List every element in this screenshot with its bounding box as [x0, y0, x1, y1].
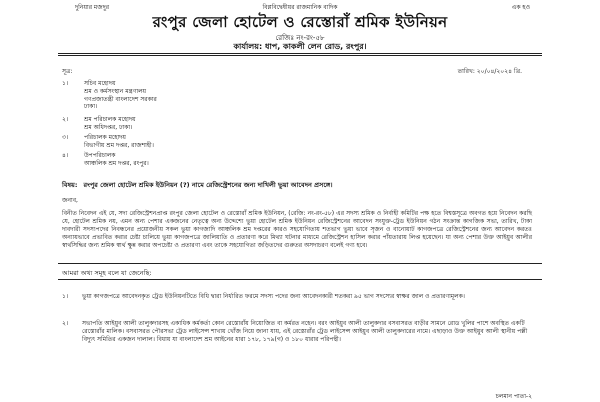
recipient-number: ৩। — [62, 134, 69, 141]
office-address: কার্যালয়: ধাপ, কাকলী লেন রোড, রংপুর। — [233, 42, 367, 51]
finding-text: সভাপতি আইয়ুব আলী তালুকদারসহ একাধিক কর্মকর্তা কোন রেস্তোরাঁয় নিয়োজিত বা কর্মরত নহেন। বরং আইয়ুব আলী তালুকদার বসবাসরত বাড়ীর সামনে রোড খুলির পাশে অবস্থিত একটি রেস্তোরাঁর মালিক। বসবাসরত পৌরসভা ট্রেড লাইসেন্স শাখায় খোঁজ নিয়ে জানা যায়, এই রেস্তোরাঁর ট্রেড লাইসেন্স আইয়ুব আলী তালুকদারের নামে। এছাড়াও উক্ত আইয়ুব আলী স্থানীয় পল্লী বিদ্যুৎ সমিতির একজন দালাল। বিধায় যা বাংলাদেশ শ্রম আইনের ধারা ১৭৮, ১৭৯(গ) ও ১৮০ ধারার পরিপন্থী। — [82, 320, 528, 344]
recipient-line: শ্রম পরিচালক মহোদয় — [84, 116, 136, 123]
finding-number: ২। — [62, 320, 69, 327]
recipient-line: উপপরিচালক — [84, 152, 116, 159]
recipient-line: পরিচালক মহোদয় — [84, 134, 126, 141]
finding-text: ভুয়া কাগজপত্রে আবেদনকৃত ট্রেড ইউনিয়নটিতে বিধি দ্বারা নির্ধারিত ফরমে সদস্য পদের জন্য আবেদনকারী শতকরা ৯৫ ভাগ সদস্যের স্বাক্ষর জাল ও প্রতারণামূলক। — [82, 293, 465, 300]
header-divider — [58, 53, 542, 54]
letter-date: তারিখ: ২০/০৪/২০২৪ খ্রি. — [457, 68, 522, 75]
recipient-number: ১। — [62, 80, 69, 87]
continued-page-note: চলমান পাতা-২ — [495, 393, 532, 400]
finding-item-2 — [62, 320, 532, 386]
recipient-number: ২। — [62, 116, 69, 123]
recipient-line: সচিব মহোদয় — [84, 80, 116, 87]
recipient-line: আঞ্চলিক শ্রম দপ্তর, রংপুর। — [84, 159, 149, 167]
subject-text: রংপুর জেলা হোটেল শ্রমিক ইউনিয়ন (?) নামে রেজিস্ট্রেশনের জন্য দাখিলী ভুয়া আবেদন প্রসঙ্গে। — [83, 181, 333, 189]
recipient-number: ৪। — [62, 152, 69, 159]
finding-number: ১। — [62, 293, 69, 300]
recipient-line: শ্রম ও কর্মসংস্থান মন্ত্রণালয় — [84, 87, 147, 95]
section-divider-bottom — [58, 279, 542, 280]
header-slogan-left: দুনিয়ার মজদুর — [75, 4, 110, 11]
finding-item-1 — [62, 293, 532, 313]
section-title: আমরা অথ্য সমূহ বলে যা জেনেছি: — [62, 269, 152, 277]
section-divider — [58, 263, 542, 264]
salutation: জনাব, — [62, 197, 78, 204]
body-paragraph: বিনীত নিবেদন এই যে, সদ্য রেজিস্ট্রেশনপ্রাপ্ত রংপুর জেলা হোটেল ও রেস্তোরাঁ শ্রমিক ইউনিয়ন, (রেজি: নং-রং-৫৮) এর সদস্য শ্রমিক ও নির্বাহী কমিটির পক্ষ হতে বিশ্বস্তসূত্রে অবগত হয়ে নিবেদন করছি যে, হোটেল শ্রমিক নয়, এমন অন্য পেশার একজনের নেতৃত্বে অন্য উদ্দেশ্যে ভুয়া হোটেল শ্রমিক ইউনিয়ন রেজিস্ট্রেশনের আবেদন সংযুক্ত-ট্রেড ইউনিয়ন গঠন সংক্রান্ত কাগজিক সভা, তারিখ, টাকা দাবদারী সদস্যপদের নিবন্ধনের প্রয়োজনীয় সকল ভুয়া কাগজাদি আঞ্চলিক শ্রম দপ্তরের কারও সহযোগিতায় শতভাগ ভুয়া ভাবে সৃজন ও বানোয়াট কাগজপত্রে রেজিস্ট্রেশনের জন্য আবেদন করতঃ অন্যায়ভাবে প্রভাবিত করার চেষ্টা চালিয়ে ভুয়া কাগজপত্রে জালিয়াতি ও প্রতারণা করে মিথ্যা ঘটনার মাধ্যমে রেজিস্ট্রেশন হাসিল করার পাঁয়তারায় লিপ্ত হয়েছেন। যা অন্য পেশার উক্ত আইয়ুব আলীর স্বার্থসিদ্ধির জন্য শ্রমিক স্বার্থ ক্ষুন্ন করার অপচেষ্টা ও প্রতারণা এবং তাকে সহযোগিতা জড়িতদের গুরুতর অসদাচরণ বলেই গণ্য হবে। — [62, 210, 532, 250]
header-slogan-right: এক হও — [511, 4, 530, 11]
subject-label: বিষয়: — [62, 181, 78, 189]
recipient-line: বিভাগীয় শ্রম দপ্তর, রাজশাহী। — [84, 141, 154, 149]
header-divider-thin — [58, 55, 542, 56]
recipient-line: শ্রম অধিদপ্তর, ঢাকা। — [84, 123, 133, 131]
registration-number: রেজিঃ নং-রং-৫৮ — [275, 34, 325, 42]
header-slogan-center: বিপ্লবিদ্বেষীয়র রাজমানিক বাদিক — [262, 4, 338, 11]
recipient-line: গণপ্রজাতন্ত্রী বাংলাদেশ সরকার — [84, 95, 157, 103]
reference-label: সূত্র: — [62, 68, 73, 75]
union-title: রংপুর জেলা হোটেল ও রেস্তোরাঁ শ্রমিক ইউনিয়ন — [152, 13, 448, 31]
subject-line — [62, 180, 530, 191]
recipient-line: ঢাকা। — [84, 103, 98, 111]
